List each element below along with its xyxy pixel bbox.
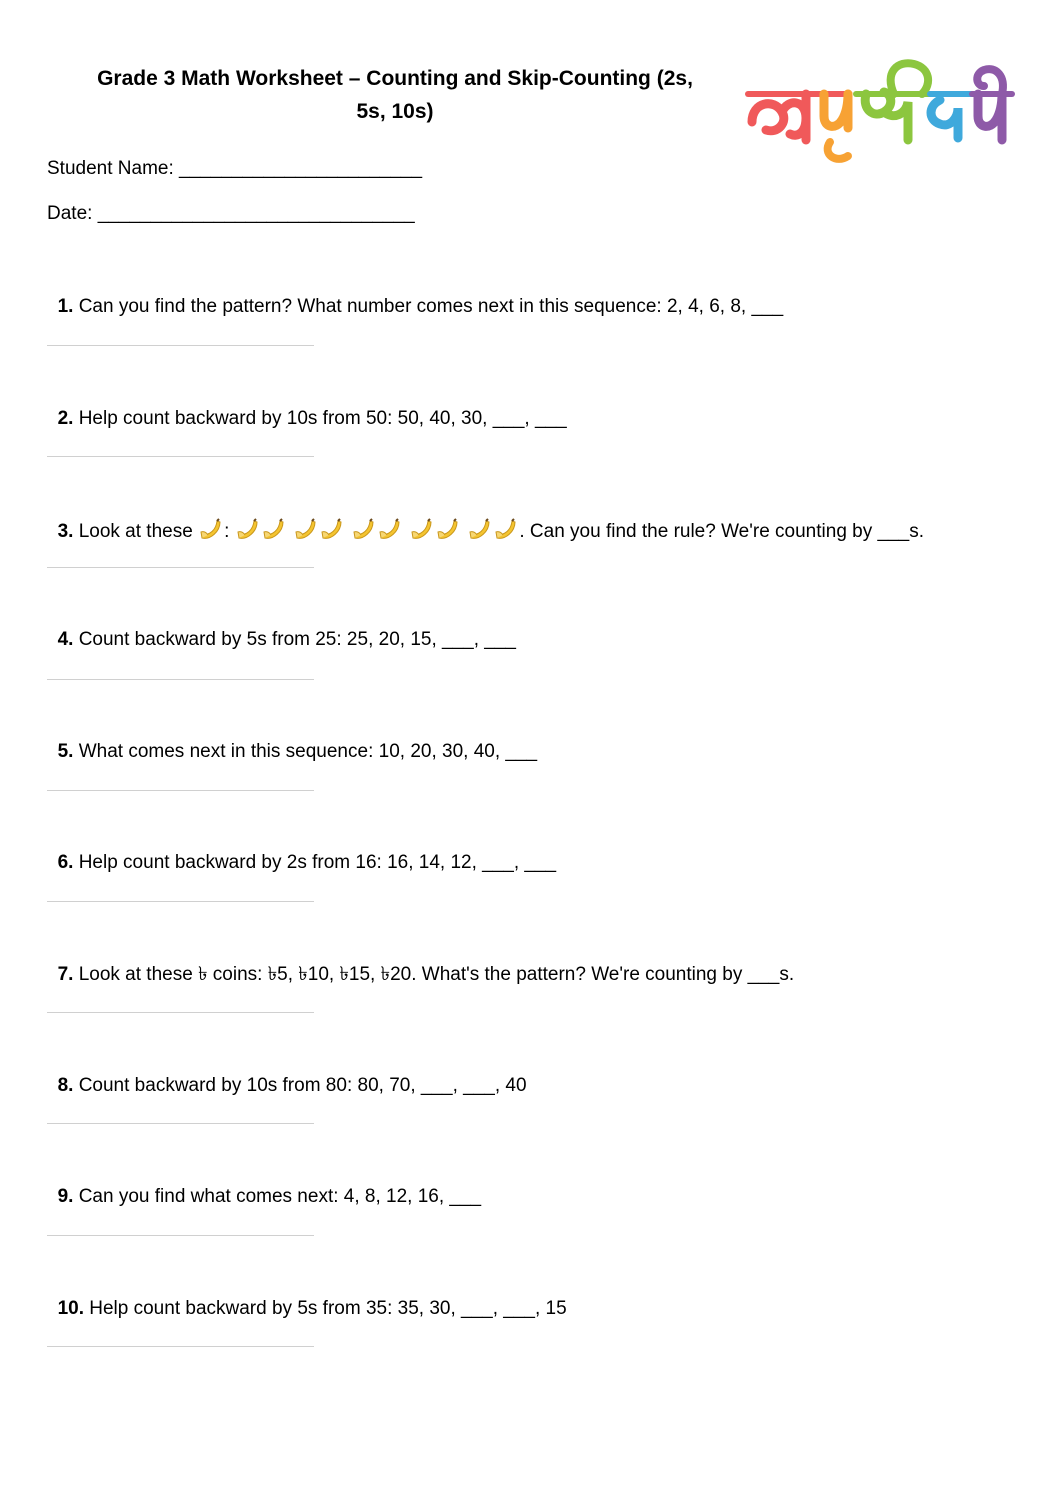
question-number: 10.	[57, 1298, 84, 1319]
question-number: 4.	[57, 629, 74, 650]
question-text: Can you find what comes next: 4, 8, 12, 16, ___	[73, 1186, 482, 1207]
question-1	[47, 271, 783, 319]
answer-line-2[interactable]	[47, 456, 314, 457]
question-7	[47, 939, 794, 987]
question-text: Help count backward by 5s from 35: 35, 30, ___, ___, 15	[83, 1298, 567, 1319]
question-text-after: . Can you find the rule? We're counting by ___s.	[519, 521, 924, 542]
question-number: 2.	[57, 408, 74, 429]
question-text-before: Look at these	[73, 521, 199, 542]
banana-icon	[377, 518, 403, 542]
banana-icon	[493, 518, 519, 542]
worksheet-title	[50, 62, 740, 128]
question-4	[47, 604, 516, 652]
answer-line-6[interactable]	[47, 901, 314, 902]
answer-line-8[interactable]	[47, 1123, 314, 1124]
student-name-field[interactable]: Student Name: _______________________	[47, 158, 423, 179]
question-text: Look at these ৳ coins: ৳5, ৳10, ৳15, ৳20. What's the pattern? We're counting by ___s.	[73, 964, 795, 985]
question-text-colon: :	[224, 521, 230, 542]
question-text: Help count backward by 10s from 50: 50, 40, 30, ___, ___	[73, 408, 567, 429]
answer-line-7[interactable]	[47, 1012, 314, 1013]
question-number: 8.	[57, 1075, 74, 1096]
banana-icon	[293, 518, 319, 542]
question-number: 5.	[57, 741, 74, 762]
banana-icon	[351, 518, 377, 542]
question-10	[47, 1273, 567, 1321]
answer-line-4[interactable]	[47, 679, 314, 680]
banana-icon	[261, 518, 287, 542]
question-number: 1.	[57, 296, 74, 317]
banana-group	[351, 518, 403, 544]
question-text: Count backward by 5s from 25: 25, 20, 15, ___, ___	[73, 629, 516, 650]
question-text: What comes next in this sequence: 10, 20, 30, 40, ___	[73, 741, 538, 762]
answer-line-1[interactable]	[47, 345, 314, 346]
question-text: Can you find the pattern? What number comes next in this sequence: 2, 4, 6, 8, ___	[73, 296, 784, 317]
question-text: Count backward by 10s from 80: 80, 70, ___, ___, 40	[73, 1075, 527, 1096]
question-8	[47, 1050, 527, 1098]
answer-line-10[interactable]	[47, 1346, 314, 1347]
banana-icon	[319, 518, 345, 542]
answer-line-3[interactable]	[47, 567, 314, 568]
banana-icon	[409, 518, 435, 542]
question-2	[47, 383, 567, 431]
question-number: 6.	[57, 852, 74, 873]
answer-line-5[interactable]	[47, 790, 314, 791]
anushiloni-logo	[744, 58, 1019, 174]
title-line-2: 5s, 10s)	[356, 100, 434, 123]
banana-groups	[229, 521, 519, 542]
question-number: 9.	[57, 1186, 74, 1207]
question-number: 7.	[57, 964, 74, 985]
question-9	[47, 1161, 481, 1209]
question-5	[47, 716, 537, 764]
banana-icon	[467, 518, 493, 542]
date-field[interactable]: Date: ______________________________	[47, 203, 415, 224]
banana-group	[467, 518, 519, 544]
question-text: Help count backward by 2s from 16: 16, 14, 12, ___, ___	[73, 852, 557, 873]
title-line-1: Grade 3 Math Worksheet – Counting and Skip-Counting (2s,	[97, 67, 693, 90]
answer-line-9[interactable]	[47, 1235, 314, 1236]
question-6	[47, 827, 556, 875]
banana-icon	[435, 518, 461, 542]
banana-group	[293, 518, 345, 544]
question-3	[47, 494, 924, 544]
banana-group	[409, 518, 461, 544]
banana-icon	[198, 518, 224, 542]
banana-group	[235, 518, 287, 544]
question-number: 3.	[57, 521, 74, 542]
banana-icon	[235, 518, 261, 542]
